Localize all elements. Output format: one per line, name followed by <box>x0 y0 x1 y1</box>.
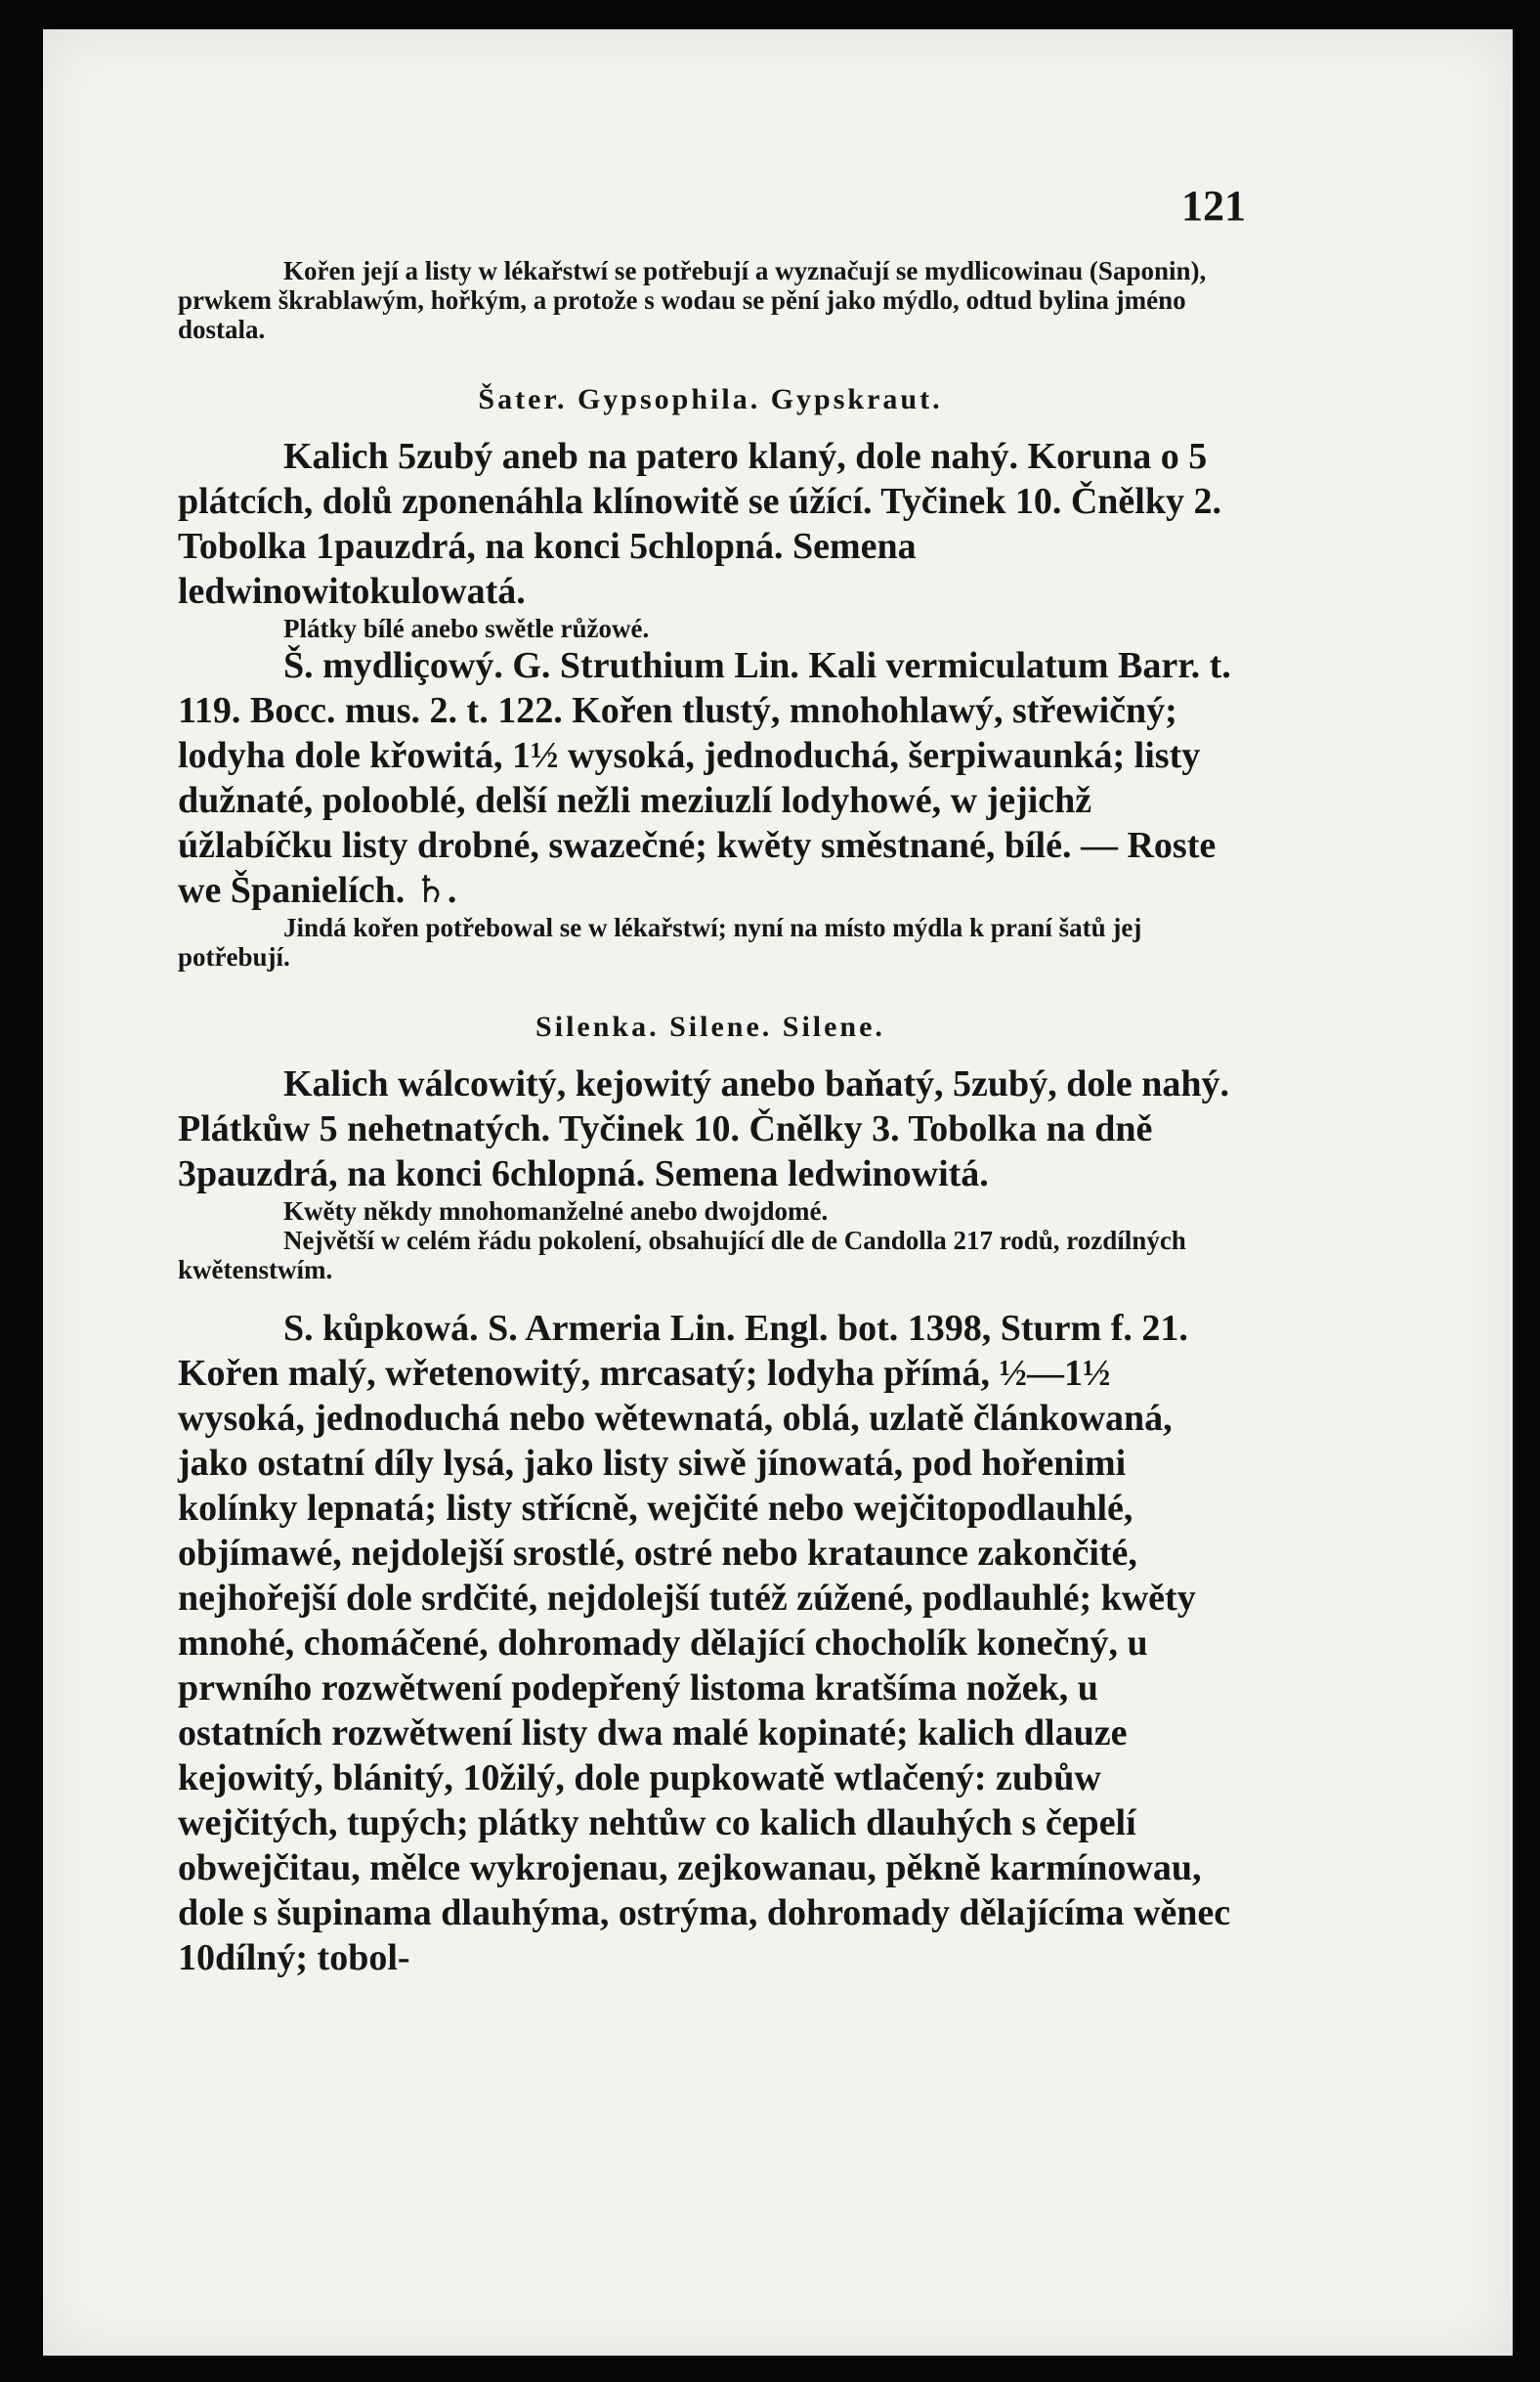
paragraph-saponaria-note: Kořen její a listy w lékařstwí se potřebují a wyznačují se mydlicowinau (Saponin), prwkem škrablawým, hořkým, a protože s wodau se pění jako mýdlo, odtud bylina jméno dostala. <box>178 256 1207 344</box>
paragraph-gypsophila-use: Jindá kořen potřebowal se w lékařstwí; nyní na místo mýdla k praní šatů jej potřebují. <box>178 913 1142 972</box>
page-text <box>178 256 1243 1980</box>
section-heading-gypsophila: Šater. Gypsophila. Gypskraut. <box>478 383 943 415</box>
page-number: 121 <box>1181 182 1246 230</box>
paragraph-silene-note-2: Největší w celém řádu pokolení, obsahující dle de Candolla 217 rodů, rozdílných kwětenstwím. <box>178 1226 1186 1284</box>
paragraph-gypsophila-genus: Kalich 5zubý aneb na patero klaný, dole nahý. Koruna o 5 plátcích, dolů zponenáhla klínowitě se úžící. Tyčinek 10. Čnělky 2. Tobolka 1pauzdrá, na konci 5chlopná. Semena ledwinowitokulowatá. <box>178 436 1221 612</box>
book-page <box>43 29 1513 2356</box>
paragraph-silene-armeria: S. kůpkowá. S. Armeria Lin. Engl. bot. 1398, Sturm f. 21. Kořen malý, wřetenowitý, mrcasatý; lodyha přímá, ½—1½ wysoká, jednoduchá nebo wětewnatá, oblá, uzlatě článkowaná, jako ostatní díly lysá, jako listy siwě jínowatá, pod hořenimi kolínky lepnatá; listy střícně, wejčité nebo wejčitopodlauhlé, objímawé, nejdolejší srostlé, ostré nebo krataunce zakončité, nejhořejší dole srdčité, nejdolejší tutéž zúžené, podlauhlé; kwěty mnohé, chomáčené, dohromady dělající chocholík konečný, u prwního rozwětwení podepřený listoma kratšíma nožek, u ostatních rozwětwení listy dwa malé kopinaté; kalich dlauze kejowitý, blánitý, 10žilý, dole pupkowatě wtlačený: zubůw wejčitých, tupých; plátky nehtůw co kalich dlauhých s čepelí obwejčitau, mělce wykrojenau, zejkowanau, pěkně karmínowau, dole s šupinama dlauhýma, ostrýma, dohromady dělajícíma wěnec 10dílný; tobol- <box>178 1308 1231 1978</box>
paragraph-silene-genus: Kalich wálcowitý, kejowitý anebo baňatý, 5zubý, dole nahý. Plátkůw 5 nehetnatých. Tyčinek 10. Čnělky 3. Tobolka na dně 3pauzdrá, na konci 6chlopná. Semena ledwinowitá. <box>178 1063 1230 1194</box>
paragraph-silene-note-1: Kwěty někdy mnohomanželné anebo dwojdomé. <box>283 1196 829 1226</box>
paragraph-gypsophila-note: Plátky bílé anebo swětle růžowé. <box>283 614 650 643</box>
paragraph-gypsophila-struthium: Š. mydliçowý. G. Struthium Lin. Kali vermiculatum Barr. t. 119. Bocc. mus. 2. t. 122. Kořen tlustý, mnohohlawý, střewičný; lodyha dole křowitá, 1½ wysoká, jednoduchá, šerpiwaunká; listy dužnaté, polooblé, delší nežli meziuzlí lodyhowé, w jejichž úžlabíčku listy drobné, swazečné; kwěty směstnané, bílé. — Roste we Španielích. ♄. <box>178 645 1231 911</box>
section-heading-silene: Silenka. Silene. Silene. <box>535 1011 885 1043</box>
